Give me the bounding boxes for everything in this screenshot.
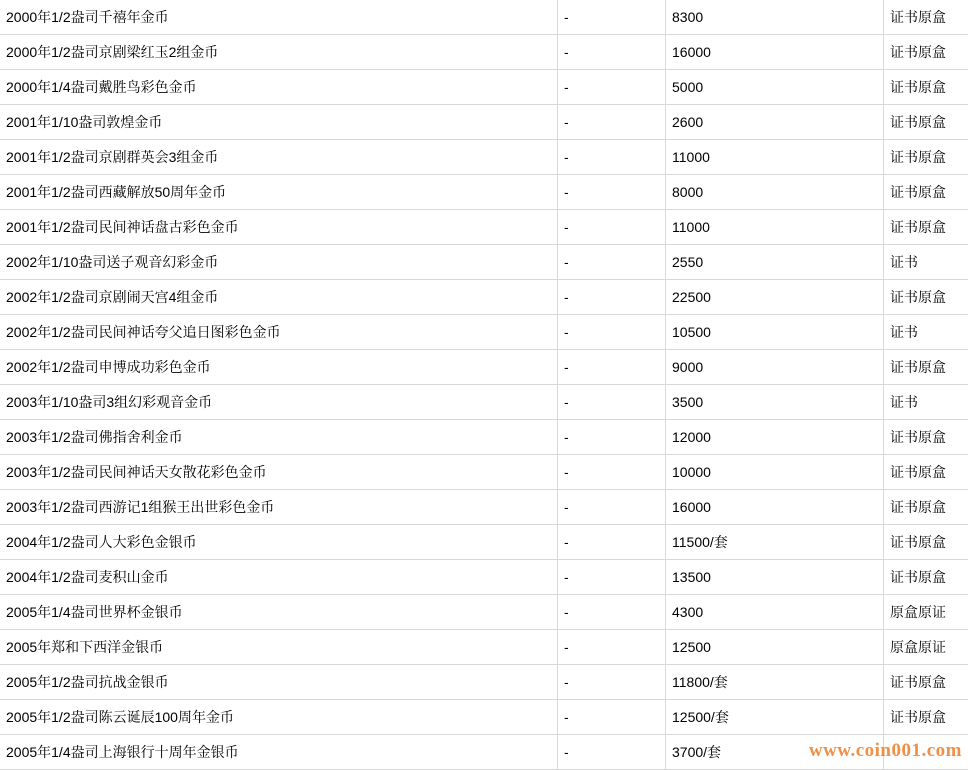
cell-item-name: 2005年1/4盎司上海银行十周年金银币 <box>0 735 558 770</box>
cell-price: 2550 <box>666 245 884 280</box>
cell-price: 12500/套 <box>666 700 884 735</box>
cell-separator: - <box>558 105 666 140</box>
cell-item-name: 2000年1/4盎司戴胜鸟彩色金币 <box>0 70 558 105</box>
cell-separator: - <box>558 630 666 665</box>
cell-separator: - <box>558 595 666 630</box>
cell-item-name: 2001年1/2盎司京剧群英会3组金币 <box>0 140 558 175</box>
cell-item-name: 2004年1/2盎司麦积山金币 <box>0 560 558 595</box>
cell-separator: - <box>558 0 666 35</box>
cell-item-name: 2001年1/2盎司西藏解放50周年金币 <box>0 175 558 210</box>
table-row <box>0 630 968 665</box>
table-row <box>0 175 968 210</box>
table-row <box>0 105 968 140</box>
cell-item-name: 2003年1/2盎司佛指舍利金币 <box>0 420 558 455</box>
cell-price: 16000 <box>666 35 884 70</box>
cell-price: 11800/套 <box>666 665 884 700</box>
cell-price: 5000 <box>666 70 884 105</box>
cell-item-name: 2001年1/2盎司民间神话盘古彩色金币 <box>0 210 558 245</box>
table-row <box>0 595 968 630</box>
table-row <box>0 210 968 245</box>
cell-note: 证书原盒 <box>884 35 968 70</box>
cell-item-name: 2005年1/2盎司抗战金银币 <box>0 665 558 700</box>
table-row <box>0 455 968 490</box>
cell-item-name: 2000年1/2盎司千禧年金币 <box>0 0 558 35</box>
cell-note: 证书原盒 <box>884 140 968 175</box>
table-row <box>0 490 968 525</box>
cell-item-name: 2002年1/2盎司京剧闹天宫4组金币 <box>0 280 558 315</box>
cell-separator: - <box>558 175 666 210</box>
cell-note: 证书原盒 <box>884 280 968 315</box>
table-row <box>0 420 968 455</box>
table-row <box>0 35 968 70</box>
cell-price: 8300 <box>666 0 884 35</box>
cell-item-name: 2001年1/10盎司敦煌金币 <box>0 105 558 140</box>
table-row <box>0 245 968 280</box>
cell-separator: - <box>558 735 666 770</box>
cell-price: 11000 <box>666 140 884 175</box>
table-row <box>0 560 968 595</box>
cell-price: 4300 <box>666 595 884 630</box>
table-row <box>0 140 968 175</box>
cell-price: 3700/套 <box>666 735 884 770</box>
cell-separator: - <box>558 35 666 70</box>
cell-note: 证书原盒 <box>884 560 968 595</box>
cell-item-name: 2003年1/2盎司民间神话天女散花彩色金币 <box>0 455 558 490</box>
cell-item-name: 2003年1/10盎司3组幻彩观音金币 <box>0 385 558 420</box>
cell-note: 证书原盒 <box>884 210 968 245</box>
cell-note: 证书原盒 <box>884 175 968 210</box>
cell-separator: - <box>558 700 666 735</box>
cell-price: 16000 <box>666 490 884 525</box>
cell-price: 12500 <box>666 630 884 665</box>
cell-note: 证书原盒 <box>884 0 968 35</box>
cell-separator: - <box>558 280 666 315</box>
cell-note: 证书原盒 <box>884 490 968 525</box>
cell-note: 证书原盒 <box>884 350 968 385</box>
cell-separator: - <box>558 560 666 595</box>
cell-item-name: 2003年1/2盎司西游记1组猴王出世彩色金币 <box>0 490 558 525</box>
cell-separator: - <box>558 385 666 420</box>
cell-item-name: 2002年1/2盎司民间神话夸父追日图彩色金币 <box>0 315 558 350</box>
cell-price: 2600 <box>666 105 884 140</box>
table-row <box>0 70 968 105</box>
cell-price: 9000 <box>666 350 884 385</box>
cell-price: 3500 <box>666 385 884 420</box>
cell-separator: - <box>558 420 666 455</box>
cell-separator: - <box>558 140 666 175</box>
cell-note: 证书原盒 <box>884 420 968 455</box>
table-row <box>0 700 968 735</box>
cell-note: 证书 <box>884 245 968 280</box>
cell-note: 原盒原证 <box>884 630 968 665</box>
cell-item-name: 2002年1/10盎司送子观音幻彩金币 <box>0 245 558 280</box>
cell-separator: - <box>558 665 666 700</box>
site-watermark: www.coin001.com <box>809 740 962 762</box>
cell-price: 10000 <box>666 455 884 490</box>
cell-item-name: 2005年郑和下西洋金银币 <box>0 630 558 665</box>
cell-separator: - <box>558 245 666 280</box>
cell-note: 证书原盒 <box>884 665 968 700</box>
table-row <box>0 280 968 315</box>
cell-note: 证书原盒 <box>884 700 968 735</box>
table-row <box>0 665 968 700</box>
table-row <box>0 525 968 560</box>
cell-price: 12000 <box>666 420 884 455</box>
cell-note: 证书原盒 <box>884 105 968 140</box>
cell-item-name: 2002年1/2盎司申博成功彩色金币 <box>0 350 558 385</box>
cell-item-name: 2004年1/2盎司人大彩色金银币 <box>0 525 558 560</box>
cell-note: 证书 <box>884 315 968 350</box>
cell-item-name: 2005年1/4盎司世界杯金银币 <box>0 595 558 630</box>
cell-price: 13500 <box>666 560 884 595</box>
cell-note: 证书原盒 <box>884 455 968 490</box>
cell-item-name: 2005年1/2盎司陈云诞辰100周年金币 <box>0 700 558 735</box>
cell-price: 11500/套 <box>666 525 884 560</box>
table-row <box>0 0 968 35</box>
table-row <box>0 315 968 350</box>
cell-separator: - <box>558 210 666 245</box>
cell-note: 证书原盒 <box>884 70 968 105</box>
cell-item-name: 2000年1/2盎司京剧梁红玉2组金币 <box>0 35 558 70</box>
table-row <box>0 350 968 385</box>
table-row <box>0 735 968 770</box>
cell-separator: - <box>558 525 666 560</box>
cell-note: 原盒原证 <box>884 595 968 630</box>
cell-price: 22500 <box>666 280 884 315</box>
cell-price: 8000 <box>666 175 884 210</box>
cell-note: 证书原盒 <box>884 525 968 560</box>
cell-price: 10500 <box>666 315 884 350</box>
cell-note: 证书 <box>884 385 968 420</box>
cell-separator: - <box>558 490 666 525</box>
cell-separator: - <box>558 315 666 350</box>
cell-note <box>884 735 968 770</box>
cell-separator: - <box>558 350 666 385</box>
cell-separator: - <box>558 70 666 105</box>
cell-separator: - <box>558 455 666 490</box>
cell-price: 11000 <box>666 210 884 245</box>
table-row <box>0 385 968 420</box>
